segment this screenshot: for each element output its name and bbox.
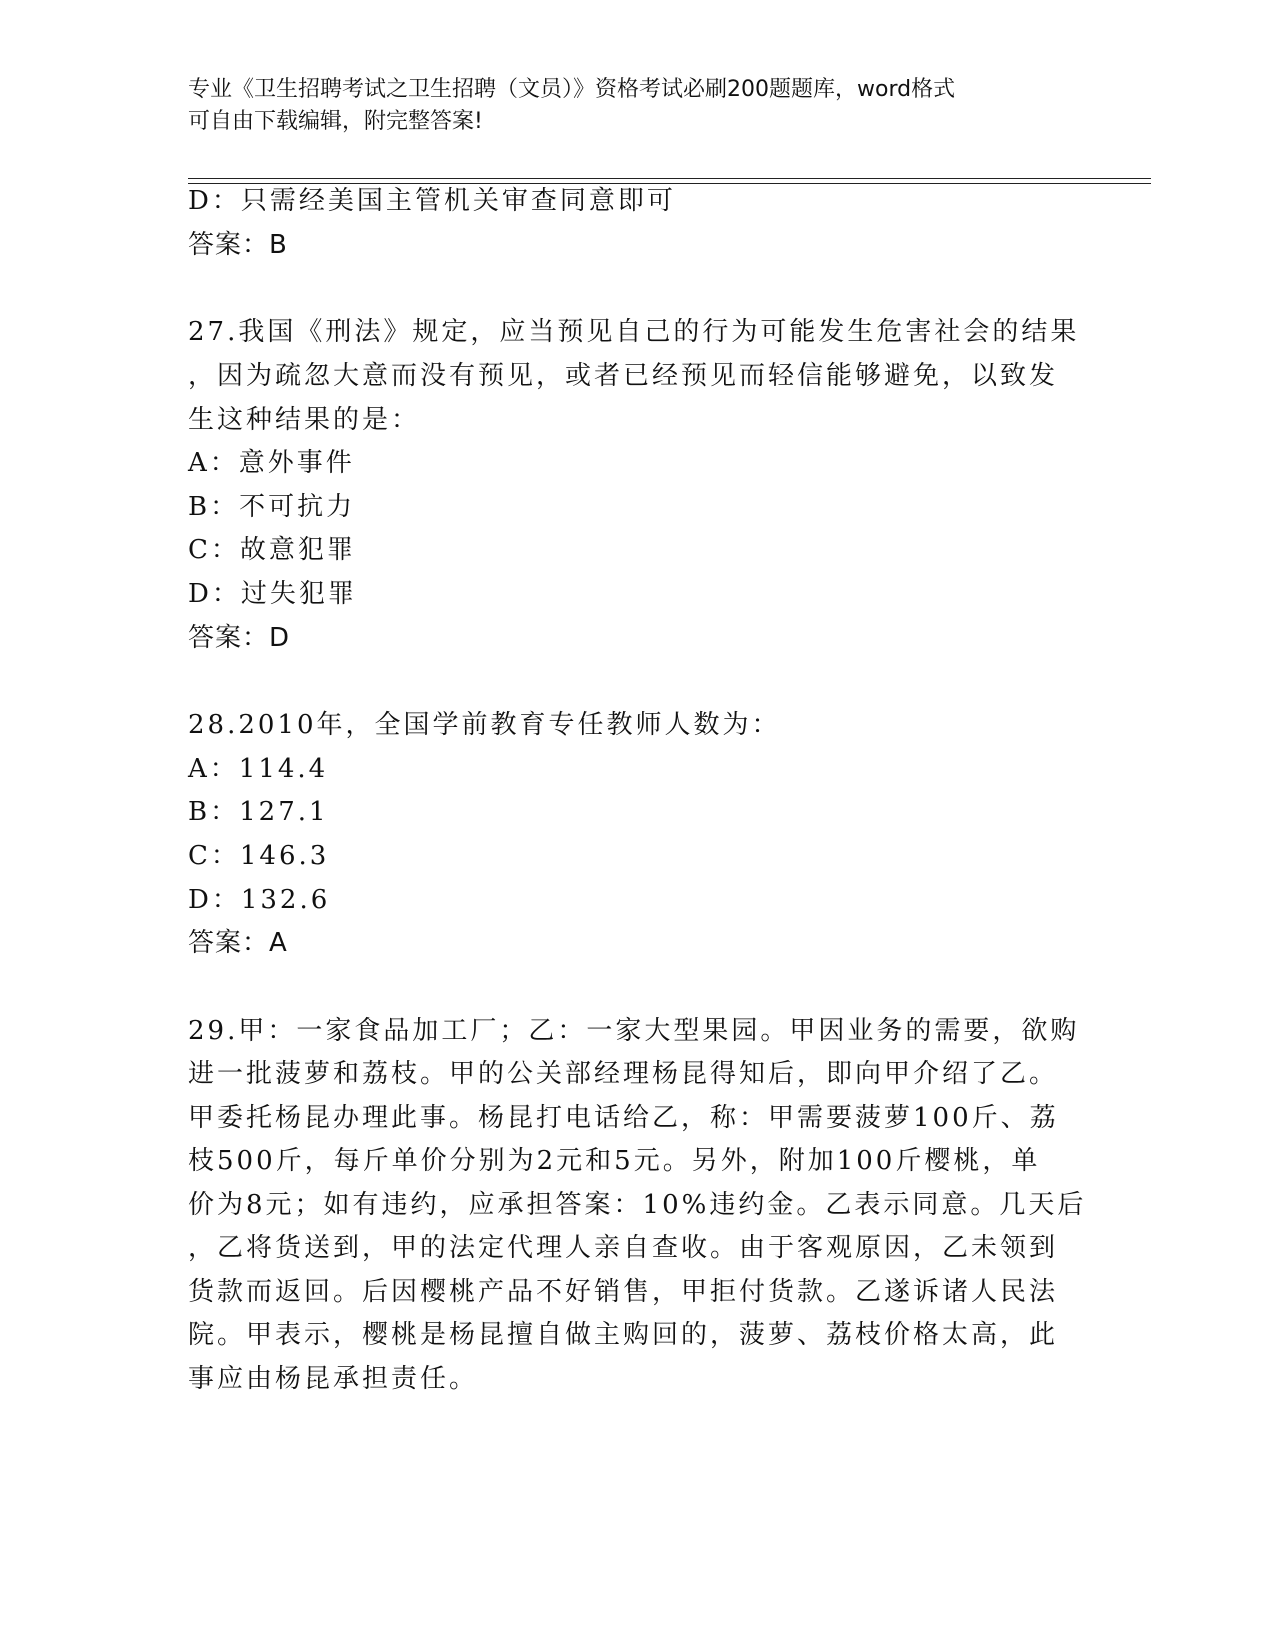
q29-text-line-8: 院。甲表示，樱桃是杨昆擅自做主购回的，菠萝、荔枝价格太高，此 [188, 1320, 1059, 1350]
q28-option-c: C：146.3 [188, 841, 330, 871]
header-title-line-1: 专业《卫生招聘考试之卫生招聘（文员）》资格考试必刷200题题库，word格式 [188, 77, 956, 102]
q28-answer: 答案：A [188, 928, 288, 958]
q27-text-line-2: ，因为疏忽大意而没有预见，或者已经预见而轻信能够避免，以致发 [188, 361, 1059, 391]
q27-text-line-3: 生这种结果的是： [188, 405, 421, 435]
header-title-line-2: 可自由下载编辑，附完整答案! [188, 109, 483, 134]
prev-option-d: D：只需经美国主管机关审查同意即可 [188, 186, 676, 216]
q27-answer: 答案：D [188, 623, 291, 653]
q27-option-a: A：意外事件 [188, 448, 355, 478]
q28-option-d: D：132.6 [188, 885, 331, 915]
q29-text-line-6: ，乙将货送到，甲的法定代理人亲自查收。由于客观原因，乙未领到 [188, 1233, 1059, 1263]
q29-text-line-5: 价为8元；如有违约，应承担答案：10%违约金。乙表示同意。几天后 [188, 1190, 1087, 1220]
document-header [188, 74, 1088, 138]
q29-text-line-1: 29.甲：一家食品加工厂；乙：一家大型果园。甲因业务的需要，欲购 [188, 1016, 1080, 1046]
q28-text-line-1: 28.2010年，全国学前教育专任教师人数为： [188, 710, 781, 740]
q29-text-line-3: 甲委托杨昆办理此事。杨昆打电话给乙，称：甲需要菠萝100斤、荔 [188, 1103, 1059, 1133]
q27-option-c: C：故意犯罪 [188, 535, 356, 565]
q29-text-line-4: 枝500斤，每斤单价分别为2元和5元。另外，附加100斤樱桃，单 [188, 1146, 1041, 1176]
q27-text-line-1: 27.我国《刑法》规定，应当预见自己的行为可能发生危害社会的结果 [188, 317, 1080, 347]
q27-option-d: D：过失犯罪 [188, 579, 357, 609]
q28-option-b: B：127.1 [188, 797, 329, 827]
q29-text-line-2: 进一批菠萝和荔枝。甲的公关部经理杨昆得知后，即向甲介绍了乙。 [188, 1059, 1059, 1089]
q27-option-b: B：不可抗力 [188, 492, 356, 522]
q29-text-line-7: 货款而返回。后因樱桃产品不好销售，甲拒付货款。乙遂诉诸人民法 [188, 1277, 1059, 1307]
prev-answer: 答案：B [188, 230, 288, 260]
q29-text-line-9: 事应由杨昆承担责任。 [188, 1364, 479, 1394]
q28-option-a: A：114.4 [188, 754, 329, 784]
header-divider-top [188, 178, 1151, 179]
